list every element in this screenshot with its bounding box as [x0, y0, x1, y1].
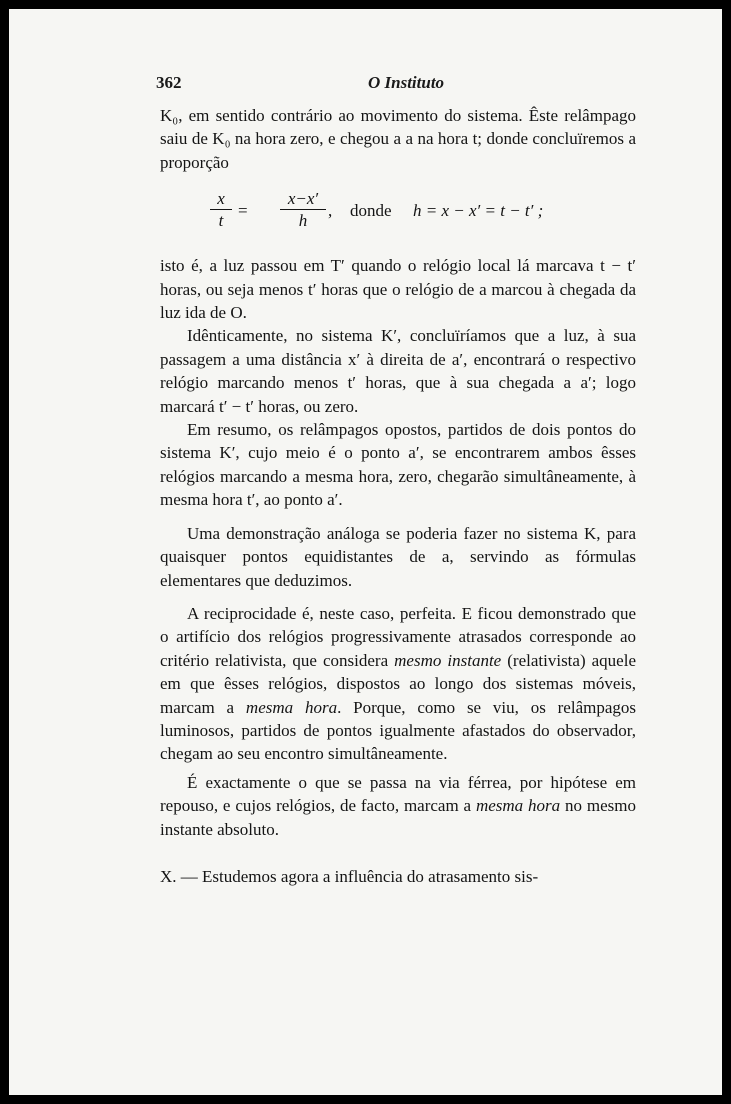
- paragraph-6-text-1: A reciprocidade é, neste caso, perfeita. E ficou demonstrado que o artifício dos relógios progressivamente atrasados corresponde ao critério relativista, que considera: [160, 603, 636, 670]
- paragraph-8: [160, 865, 636, 888]
- page-header: [156, 73, 636, 97]
- fraction-x-minus-xprime-over-h: [280, 188, 326, 231]
- paragraph-7: [160, 771, 636, 841]
- paragraph-6-text-2: (relativista) aquele em que êsses relógios, dispostos ao longo dos sistemas móveis, marcam a: [160, 650, 636, 717]
- paragraph-3: Idênticamente, no sistema K′, concluïríamos que a luz, à sua passagem a uma distância x′ à direita de a′, encontrará o respectivo relógio marcando menos t′ horas, que à sua chegada a a′; logo marcará t′ − t′ horas, ou zero.: [160, 326, 636, 416]
- section-number: X.: [160, 866, 177, 886]
- fraction-denominator: h: [298, 211, 308, 231]
- paragraph-2: isto é, a luz passou em T′ quando o relógio local lá marcava t − t′ horas, ou seja menos t′ horas que o relógio de a marcou à chegada da luz ida de O.: [160, 256, 636, 323]
- fraction-x-over-t: [210, 188, 232, 231]
- formula-result: h = x − x′ = t − t′ ;: [413, 201, 544, 221]
- fraction-numerator: x: [210, 188, 232, 210]
- fraction-denominator: t: [218, 211, 224, 231]
- paragraph-7-emphasis: mesma hora: [475, 796, 561, 816]
- paragraph-6: [160, 602, 636, 766]
- running-title: O Instituto: [368, 73, 445, 92]
- paragraph-6-text-3: . Porque, como se viu, os relâmpagos luminosos, partidos de pontos igualmente afastados do observador, chegam ao seu encontro simultâneamente.: [160, 697, 636, 764]
- page-number: 362: [156, 73, 182, 92]
- paragraph-8-text: — Estudemos agora a influência do atrasamento sis-: [176, 866, 539, 886]
- formula-proportion: [160, 180, 636, 254]
- book-page: [9, 9, 722, 1095]
- formula-connector: donde: [350, 201, 392, 221]
- paragraph-6-emphasis-2: mesma hora: [245, 697, 338, 717]
- formula-comma: ,: [328, 201, 333, 221]
- paragraph-7-text-2: no mesmo instante absoluto.: [160, 796, 636, 839]
- main-text: [160, 104, 636, 888]
- paragraph-5: Uma demonstração análoga se poderia fazer no sistema K, para quaisquer pontos equidistantes de a, servindo as fórmulas elementares que deduzimos.: [160, 523, 636, 590]
- paragraph-4: Em resumo, os relâmpagos opostos, partidos de dois pontos do sistema K′, cujo meio é o ponto a′, se encontrarem ambos êsses relógios marcando a mesma hora, zero, chegarão simultâneamente, à mesma hora t′, ao ponto a′.: [160, 420, 636, 510]
- paragraph-6-emphasis-1: mesmo instante: [394, 650, 502, 670]
- paragraph-7-text-1: É exactamente o que se passa na via férrea, por hipótese em repouso, e cujos relógios, de facto, marcam a: [160, 772, 636, 816]
- fraction-numerator: x−x′: [280, 188, 326, 210]
- paragraph-1: K₀, em sentido contrário ao movimento do sistema. Êste relâmpago saiu de K₀ na hora zero, e chegou a a na hora t; donde concluïremos a proporção: [160, 106, 636, 172]
- equals-sign: =: [238, 201, 248, 221]
